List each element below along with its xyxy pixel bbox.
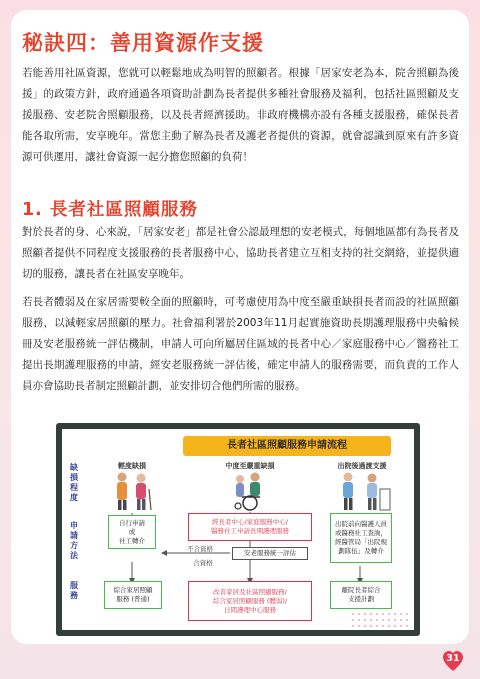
intro-paragraph: 若能善用社區資源，您就可以輕鬆地成為明智的照顧者。根據「居家安老為本，院舍照顧為後援」的政策方針，政府通過各項資助計劃為長者提供多種社會服務及福利，包括社區照顧及支援服務、安老院舍照顧服務，以及長者經濟援助。非政府機構亦設有各種支援服務，確保長者能各取所需，安享晚年。當您主動了解為長者及護老者提供的資源，就會認識到原來有許多資源可供運用，讓社會資源一起分擔您照顧的負荷！ xyxy=(22,67,459,163)
box-self-apply-text: 自行申請 或 社工轉介 xyxy=(119,518,145,545)
box-discharge-apply xyxy=(330,513,392,563)
decorative-dots xyxy=(350,611,410,629)
column-mild: 輕度缺損 xyxy=(118,462,146,470)
box-service-basic-text: 綜合家居照顧 服務 (普通) xyxy=(113,586,153,603)
row-label-application: 申請方法 xyxy=(70,521,78,560)
box-service-care xyxy=(188,581,312,621)
label-not-eligible: 不合資格 xyxy=(187,545,213,553)
box-discharge-apply-text: 出院前向醫護人員 或醫務社工查詢， 經醫管局「出院規 劃隊伍」及轉介 xyxy=(335,520,387,555)
subsection-paragraph-1: 對於長者的身、心來說，「居家安老」都是社會公認最理想的安老模式，每個地區都有為長者及照顧者提供不同程度支援服務的長者服務中心，協助長者建立互相支持的社交網絡，並提供適切的服務，讓長者在社區安享晚年。 xyxy=(22,226,459,280)
box-assessment-text: 安老服務統一評估 xyxy=(244,549,296,557)
flowchart xyxy=(62,429,414,630)
row-label-service: 服務 xyxy=(70,581,78,600)
subsection-title: 1. 長者社區照顧服務 xyxy=(22,200,198,220)
box-center-apply xyxy=(188,513,312,541)
section-title: 秘訣四：善用資源作支援 xyxy=(22,31,264,55)
box-self-apply xyxy=(108,515,156,549)
box-assessment xyxy=(232,547,308,560)
box-center-apply-text: 經長者中心/家庭服務中心/ 醫務社工申請長期護理服務 xyxy=(211,518,289,535)
box-service-discharge-text: 離院長者綜合 支援計劃 xyxy=(341,586,381,603)
column-moderate-severe: 中度至嚴重缺損 xyxy=(225,462,275,470)
flowchart-title: 長者社區照顧服務申請流程 xyxy=(183,436,391,456)
subsection-paragraph-2: 若長者體弱及在家居需要較全面的照顧時，可考慮使用為中度至嚴重缺損長者而設的社區照顧服務，以減輕家居照顧的壓力。社會福利署於2003年11月起實施資助長期護理服務中央輪候冊及安老服務統一評估機制，申請人可向所屬居住區域的長者中心／家庭服務中心／醫務社工提出長期護理服務的申請，經安老服務統一評估後，確定申請人的服務需要，而負責的工作人員亦會協助長者制定照顧計劃，並安排切合他們所需的服務。 xyxy=(22,296,459,392)
column-discharge: 出院後過渡支援 xyxy=(337,462,387,470)
box-service-basic xyxy=(104,581,162,609)
label-eligible: 合資格 xyxy=(193,559,213,567)
row-label-impairment: 缺損程度 xyxy=(70,463,78,502)
box-service-discharge xyxy=(330,581,392,609)
box-service-care-text: 改善家居及社區照顧服務/ 綜合家居照顧服務 (體弱)/ 日間護理中心服務 xyxy=(212,587,288,614)
page-number: 31 xyxy=(446,653,460,664)
